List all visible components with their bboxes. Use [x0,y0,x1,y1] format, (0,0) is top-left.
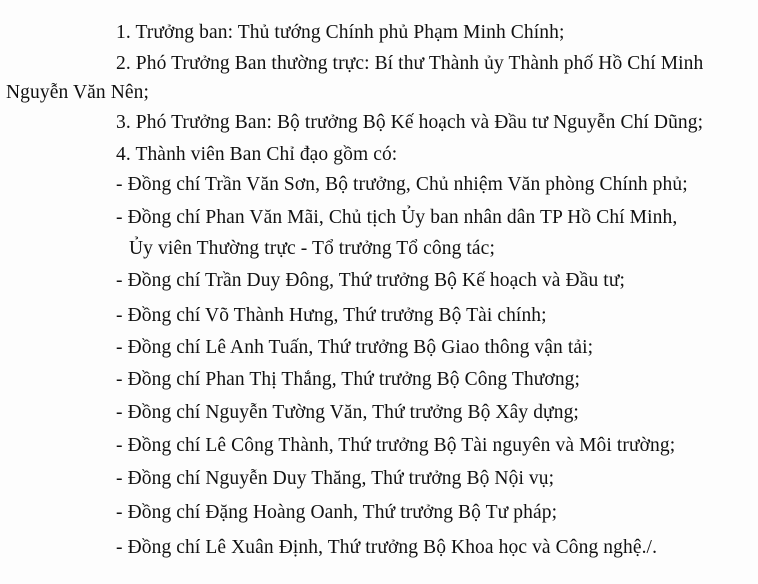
member-line: - Đồng chí Lê Công Thành, Thứ trưởng Bộ Tài nguyên và Môi trường; [116,435,676,456]
member-line: - Đồng chí Phan Văn Mãi, Chủ tịch Ủy ban nhân dân TP Hồ Chí Minh, [116,207,678,228]
member-line: - Đồng chí Nguyễn Duy Thăng, Thứ trưởng Bộ Nội vụ; [116,468,555,489]
item-2-continuation: Nguyễn Văn Nên; [6,82,150,103]
member-line: - Đồng chí Lê Xuân Định, Thứ trưởng Bộ Khoa học và Công nghệ./. [116,537,658,558]
item-1-chairman: 1. Trưởng ban: Thủ tướng Chính phủ Phạm Minh Chính; [116,22,565,43]
member-line: - Đồng chí Phan Thị Thắng, Thứ trưởng Bộ Công Thương; [116,369,581,390]
item-2-standing-vice-chairman: 2. Phó Trưởng Ban thường trực: Bí thư Thành ủy Thành phố Hồ Chí Minh [116,53,704,74]
member-line: - Đồng chí Trần Duy Đông, Thứ trưởng Bộ Kế hoạch và Đầu tư; [116,270,626,291]
member-line: - Đồng chí Trần Văn Sơn, Bộ trưởng, Chủ nhiệm Văn phòng Chính phủ; [116,174,688,195]
member-line: - Đồng chí Nguyễn Tường Văn, Thứ trưởng Bộ Xây dựng; [116,402,579,423]
member-line: - Đồng chí Lê Anh Tuấn, Thứ trưởng Bộ Giao thông vận tải; [116,337,594,358]
member-line: - Đồng chí Đặng Hoàng Oanh, Thứ trưởng Bộ Tư pháp; [116,502,558,523]
item-4-members-heading: 4. Thành viên Ban Chỉ đạo gồm có: [116,144,398,165]
member-line: - Đồng chí Võ Thành Hưng, Thứ trưởng Bộ Tài chính; [116,305,547,326]
member-line-continuation: Ủy viên Thường trực - Tổ trưởng Tổ công tác; [129,238,495,259]
item-3-vice-chairman: 3. Phó Trưởng Ban: Bộ trưởng Bộ Kế hoạch và Đầu tư Nguyễn Chí Dũng; [116,112,704,133]
